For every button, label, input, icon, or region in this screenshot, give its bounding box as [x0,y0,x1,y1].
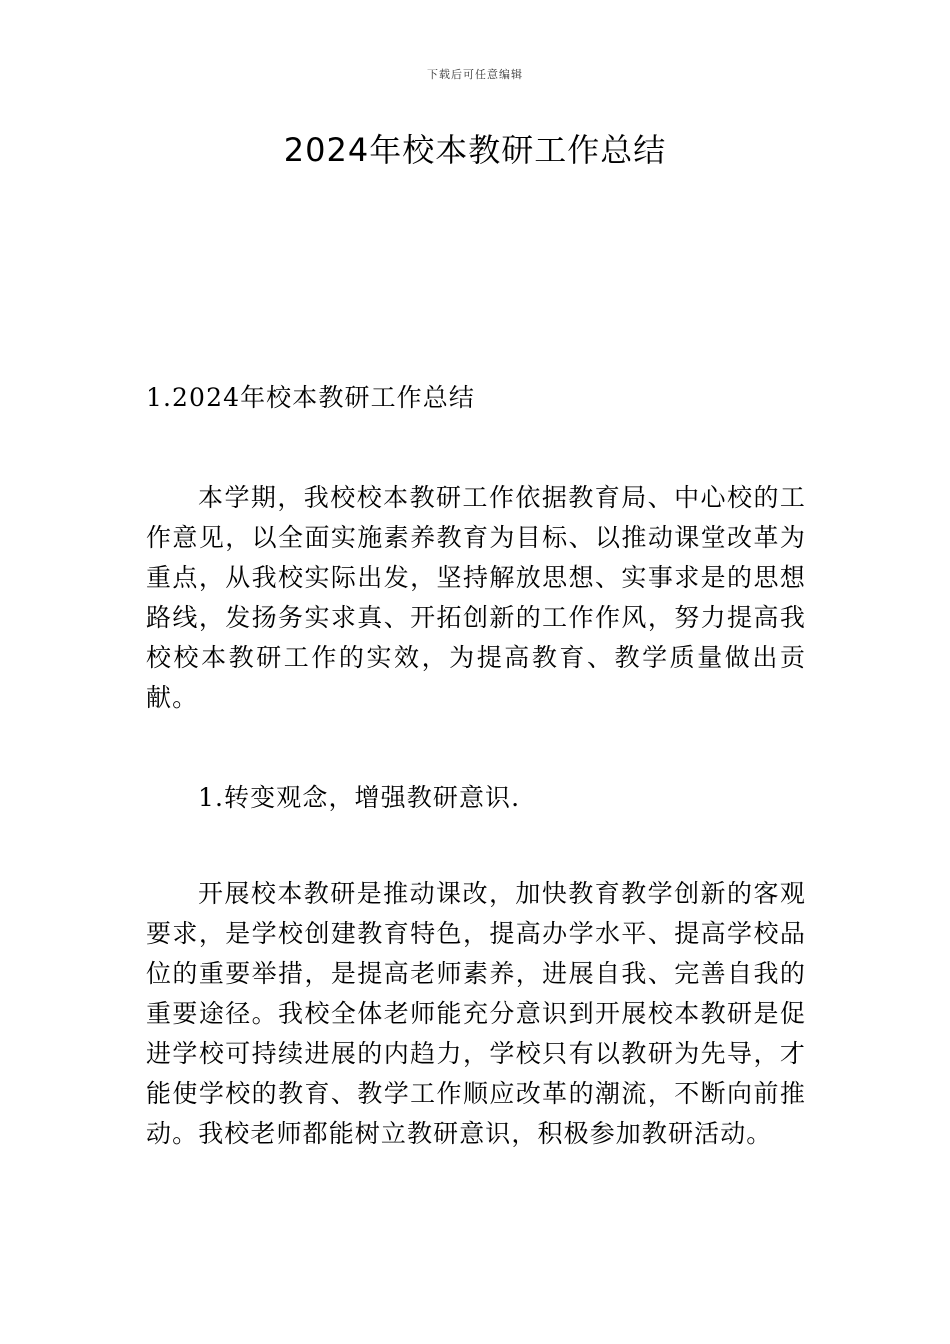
paragraph-school-research: 开展校本教研是推动课改，加快教育教学创新的客观要求，是学校创建教育特色，提高办学水平、提高学校品位的重要举措，是提高老师素养，进展自我、完善自我的重要途径。我校全体老师能充分意识到开展校本教研是促进学校可持续进展的内趋力，学校只有以教研为先导，才能使学校的教育、教学工作顺应改革的潮流，不断向前推动。我校老师都能树立教研意识，积极参加教研活动。 [146,879,806,1148]
section-heading: 1.2024年校本教研工作总结 [146,383,475,412]
header-note: 下载后可任意编辑 [427,68,523,81]
document-title: 2024年校本教研工作总结 [283,131,667,169]
paragraph-intro: 本学期，我校校本教研工作依据教育局、中心校的工作意见，以全面实施素养教育为目标、以推动课堂改革为重点，从我校实际出发，坚持解放思想、实事求是的思想路线，发扬务实求真、开拓创新的工作作风，努力提高我校校本教研工作的实效，为提高教育、教学质量做出贡献。 [146,483,806,712]
subheading-change-concept: 1.转变观念，增强教研意识. [198,783,521,812]
